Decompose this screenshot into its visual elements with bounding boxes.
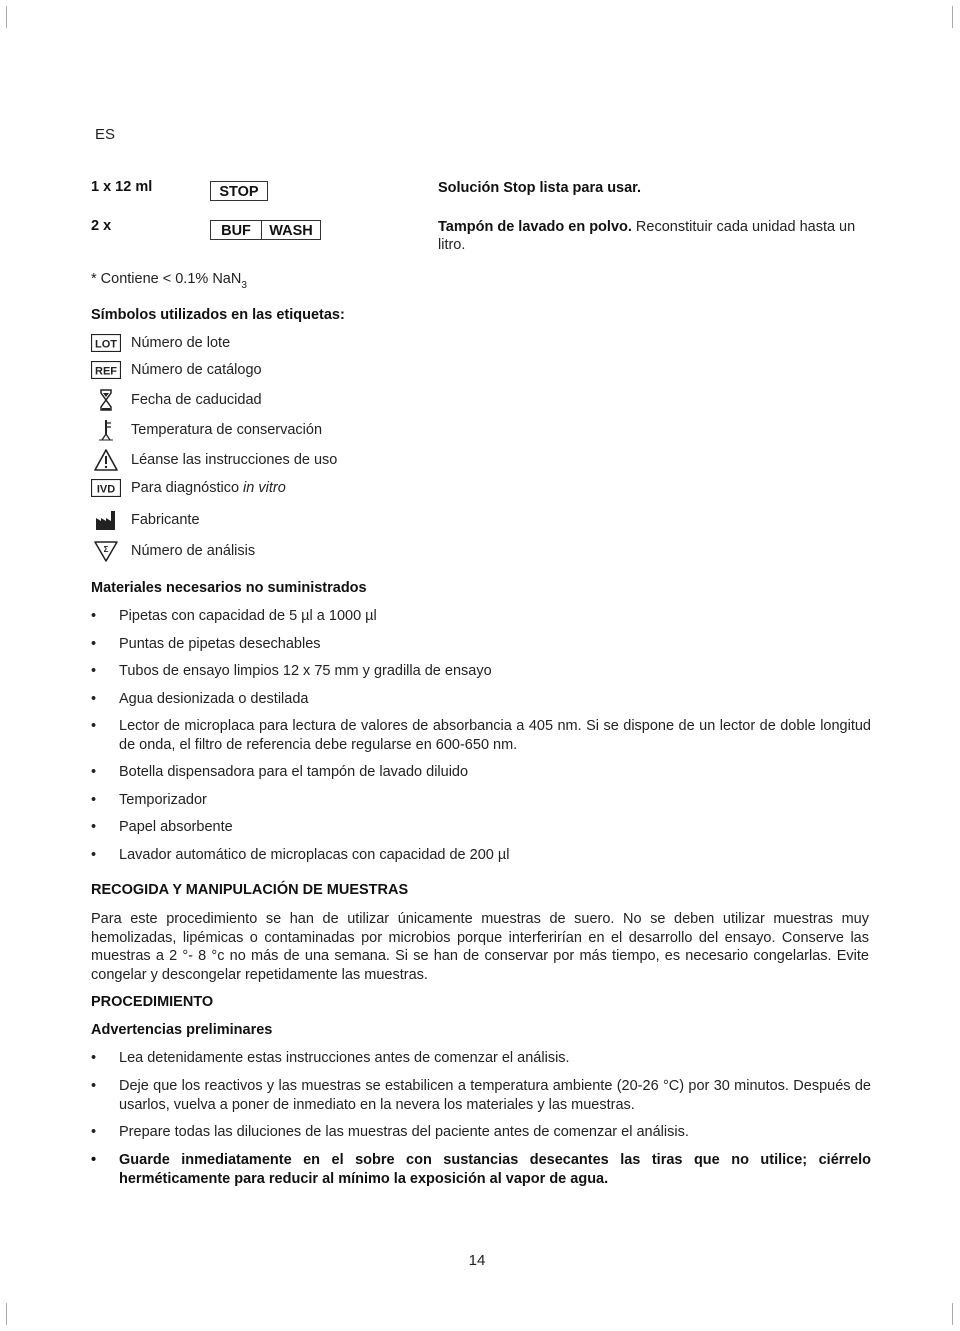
symbol-label: Fabricante	[131, 512, 200, 528]
symbol-row	[91, 476, 286, 500]
svg-text:Σ: Σ	[103, 545, 109, 554]
bullet: •	[91, 718, 97, 734]
list-item-text: Agua desionizada o destilada	[119, 691, 309, 707]
svg-text:LOT: LOT	[95, 338, 117, 351]
buf-label-box: BUF	[210, 220, 262, 240]
footnote-text: * Contiene < 0.1% NaN	[91, 271, 242, 287]
hourglass-icon	[91, 389, 121, 411]
bullet: •	[91, 764, 97, 780]
list-item	[91, 1151, 871, 1188]
bullet: •	[91, 1078, 97, 1094]
list-item	[91, 818, 871, 837]
lot-icon	[91, 332, 121, 354]
bullet: •	[91, 691, 97, 707]
footnote	[91, 271, 247, 291]
kit-quantity: 1 x 12 ml	[91, 179, 153, 195]
bullet: •	[91, 819, 97, 835]
symbol-label: Temperatura de conservación	[131, 422, 323, 438]
bullet: •	[91, 608, 97, 624]
bullet: •	[91, 1124, 97, 1140]
list-item	[91, 607, 871, 626]
bullet: •	[91, 792, 97, 808]
svg-text:IVD: IVD	[96, 483, 116, 496]
list-item	[91, 1123, 871, 1142]
symbol-row	[91, 448, 337, 472]
list-item	[91, 1077, 871, 1114]
list-item-text: Prepare todas las diluciones de las muestras del paciente antes de comenzar el análisis.	[119, 1124, 689, 1140]
kit-description-text: Reconstituir cada unidad hasta un litro.	[438, 219, 856, 253]
crop-mark	[952, 6, 953, 28]
list-item	[91, 690, 871, 709]
symbol-label: Fecha de caducidad	[131, 392, 262, 408]
symbols-heading: Símbolos utilizados en las etiquetas:	[91, 307, 345, 323]
factory-icon	[91, 509, 121, 531]
symbol-row	[91, 418, 322, 442]
symbol-label: Número de lote	[131, 335, 231, 351]
thermometer-icon	[91, 419, 121, 441]
symbol-label-italic: in vitro	[243, 480, 286, 496]
procedure-heading: PROCEDIMIENTO	[91, 994, 214, 1010]
symbol-label: Número de análisis	[131, 543, 256, 559]
symbol-label	[131, 480, 286, 496]
list-item-text: Botella dispensadora para el tampón de lavado diluido	[119, 764, 469, 780]
kit-description	[438, 179, 878, 197]
kit-quantity: 2 x	[91, 218, 112, 234]
crop-mark	[6, 6, 7, 28]
list-item	[91, 662, 871, 681]
warning-icon	[91, 449, 121, 471]
list-item-text: Puntas de pipetas desechables	[119, 636, 321, 652]
bullet: •	[91, 1050, 97, 1066]
list-item-text: Lector de microplaca para lectura de valores de absorbancia a 405 nm. Si se dispone de un lector de doble longitud de onda, el filtro de referencia debe regularse en 600-650 nm.	[119, 718, 871, 753]
list-item	[91, 763, 871, 782]
symbol-label: Léanse las instrucciones de uso	[131, 452, 338, 468]
language-code: ES	[95, 126, 116, 143]
crop-mark	[952, 1303, 953, 1325]
symbol-row	[91, 331, 230, 355]
procedure-subheading: Advertencias preliminares	[91, 1022, 273, 1038]
symbol-row	[91, 539, 255, 563]
ref-icon	[91, 359, 121, 381]
list-item-text: Papel absorbente	[119, 819, 233, 835]
list-item-text: Guarde inmediatamente en el sobre con sustancias desecantes las tiras que no utilice; ciérrelo herméticamente para reducir al mínimo la exposición al vapor de agua.	[119, 1152, 871, 1187]
ivd-icon	[91, 477, 121, 499]
list-item-text: Pipetas con capacidad de 5 µl a 1000 µl	[119, 608, 377, 624]
list-item	[91, 791, 871, 810]
crop-mark	[6, 1303, 7, 1325]
list-item-text: Temporizador	[119, 792, 207, 808]
list-item-text: Lea detenidamente estas instrucciones antes de comenzar el análisis.	[119, 1050, 570, 1066]
samples-paragraph: Para este procedimiento se han de utilizar únicamente muestras de suero. No se deben utilizar muestras muy hemolizadas, lipémicas o contaminadas por microbios porque interferirían en el desarrollo del ensayo. Conserve las muestras a 2 °- 8 °c no más de una semana. Si se han de conservar por más tiempo, es necesario congelarlas. Evite congelar y descongelar repetidamente las muestras.	[91, 911, 869, 984]
list-item-text: Tubos de ensayo limpios 12 x 75 mm y gradilla de ensayo	[119, 663, 492, 679]
symbol-label-text: Para diagnóstico	[131, 480, 244, 496]
symbol-label: Número de catálogo	[131, 362, 262, 378]
wash-label-box: WASH	[261, 220, 321, 240]
list-item-text: Deje que los reactivos y las muestras se estabilicen a temperatura ambiente (20-26 °C) por 30 minutos. Después de usarlos, vuelva a poner de inmediato en la nevera los materiales y las muestras.	[119, 1078, 871, 1113]
test-count-icon	[91, 540, 121, 562]
kit-description-bold: Solución Stop lista para usar.	[438, 180, 642, 196]
bullet: •	[91, 636, 97, 652]
symbol-row	[91, 388, 262, 412]
bullet: •	[91, 1152, 97, 1168]
materials-heading: Materiales necesarios no suministrados	[91, 580, 367, 596]
samples-heading: RECOGIDA Y MANIPULACIÓN DE MUESTRAS	[91, 882, 409, 898]
list-item	[91, 1049, 871, 1068]
kit-description	[438, 218, 878, 254]
page-number: 14	[468, 1252, 486, 1269]
list-item-text: Lavador automático de microplacas con capacidad de 200 µl	[119, 847, 510, 863]
list-item	[91, 846, 871, 865]
stop-label-box: STOP	[210, 181, 268, 201]
list-item	[91, 635, 871, 654]
list-item	[91, 717, 871, 754]
symbol-row	[91, 508, 200, 532]
bullet: •	[91, 847, 97, 863]
bullet: •	[91, 663, 97, 679]
kit-description-bold: Tampón de lavado en polvo.	[438, 219, 632, 235]
footnote-subscript: 3	[241, 280, 247, 291]
svg-text:REF: REF	[95, 365, 117, 378]
symbol-row	[91, 358, 262, 382]
